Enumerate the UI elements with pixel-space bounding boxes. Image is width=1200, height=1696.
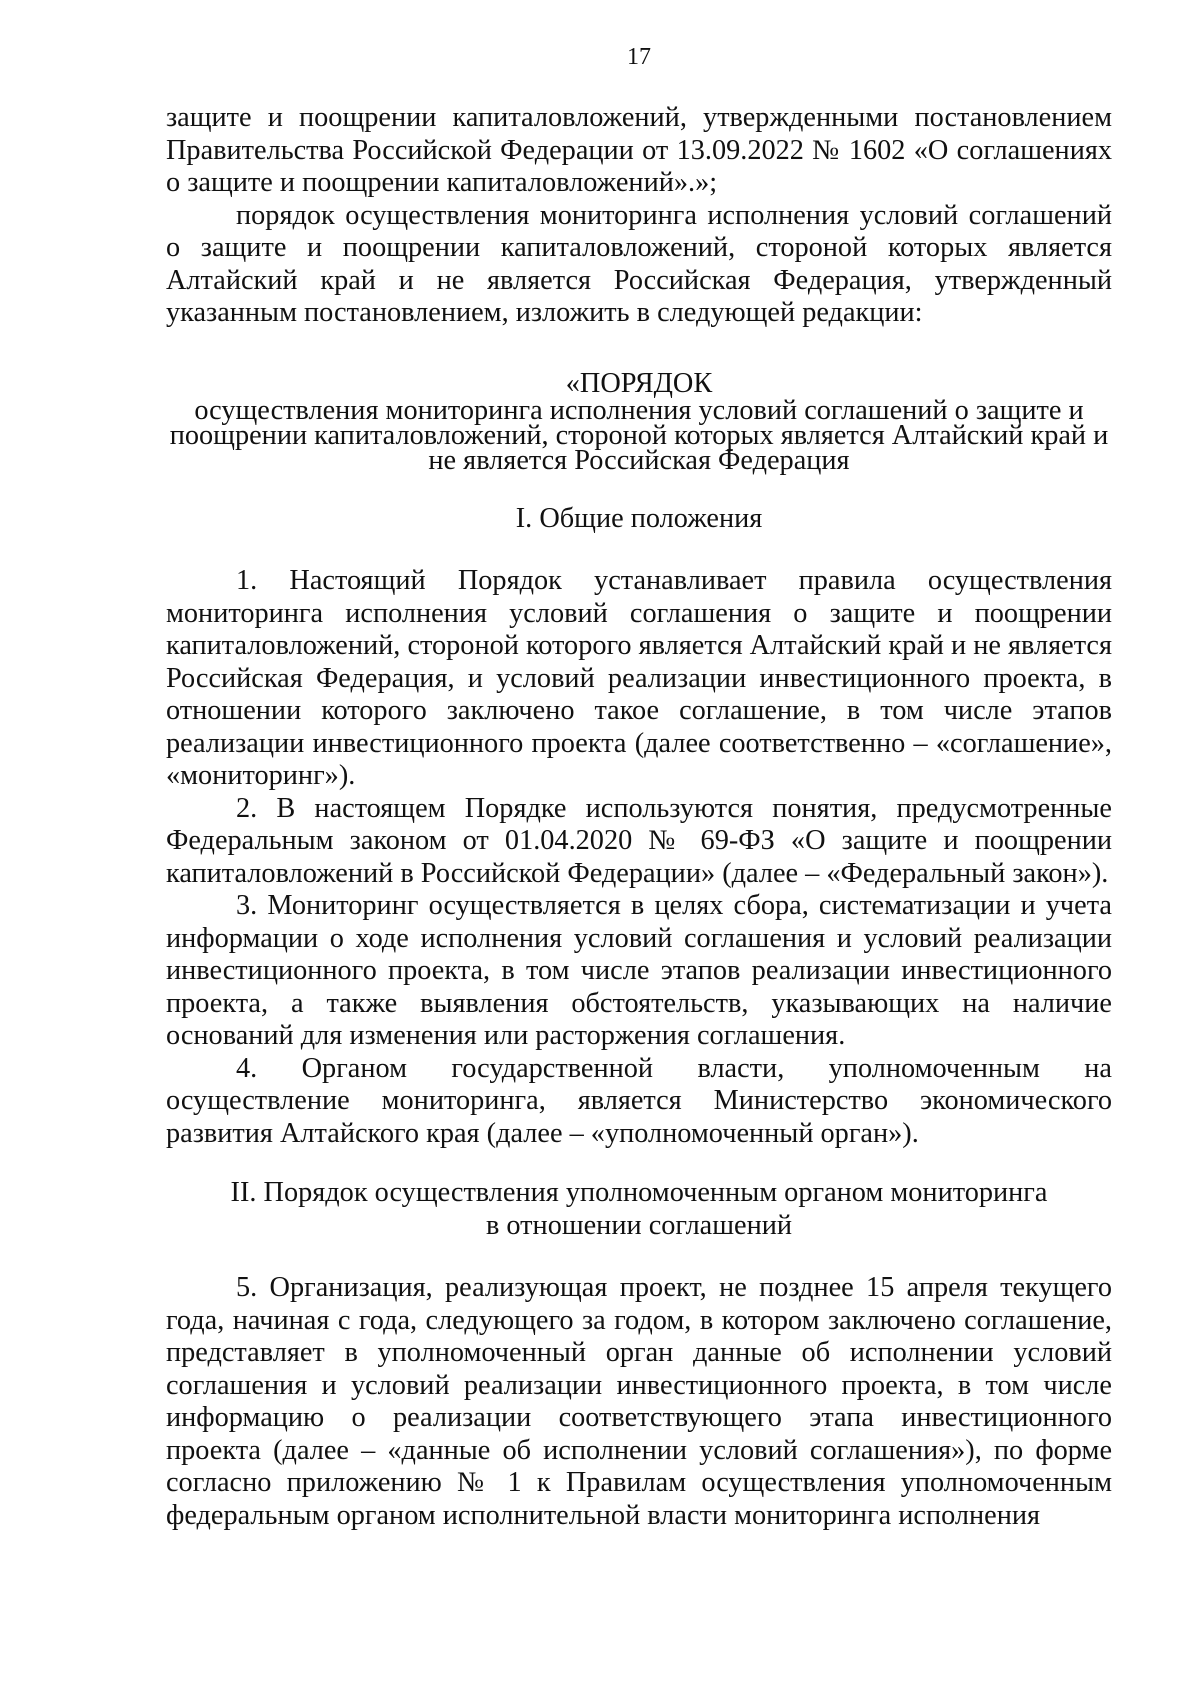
document-subtitle-line-3: не является Российская Федерация [428,444,850,476]
paragraph-2: 2. В настоящем Порядке используются понятия, предусмотренные Федеральным законом от 01.04.2020 № 69-ФЗ «О защите и поощрении капиталовложений в Российской Федерации» (далее – «Федеральный закон»). [166,792,1112,889]
paragraph-4: 4. Органом государственной власти, уполномоченным на осуществление мониторинга, является Министерство экономического развития Алтайского края (далее – «уполномоченный орган»). [166,1052,1112,1149]
paragraph-1: 1. Настоящий Порядок устанавливает правила осуществления мониторинга исполнения условий соглашения о защите и поощрении капиталовложений, стороной которого является Алтайский край и не является Российская Федерация, и условий реализации инвестиционного проекта, в отношении которого заключено такое соглашение, в том числе этапов реализации инвестиционного проекта (далее соответственно – «соглашение», «мониторинг»). [166,565,1112,791]
section-2-heading [166,1177,1112,1242]
paragraph-3: 3. Мониторинг осуществляется в целях сбора, систематизации и учета информации о ходе исполнения условий соглашения и условий реализации инвестиционного проекта, в том числе этапов реализации инвестиционного проекта, а также выявления обстоятельств, указывающих на наличие оснований для изменения или расторжения соглашения. [166,890,1112,1051]
section-1-heading: I. Общие положения [515,502,763,534]
section-2-heading-line-2: в отношении соглашений [485,1209,793,1241]
paragraph-5: 5. Организация, реализующая проект, не позднее 15 апреля текущего года, начиная с года, следующего за годом, в котором заключено соглашение, представляет в уполномоченный орган данные об исполнении условий соглашения и условий реализации инвестиционного проекта, в том числе информацию о реализации соответствующего этапа инвестиционного проекта (далее – «данные об исполнении условий соглашения»), по форме согласно приложению № 1 к Правилам осуществления уполномоченным федеральным органом исполнительной власти мониторинга исполнения [166,1272,1112,1531]
section-2-heading-line-1: II. Порядок осуществления уполномоченным органом мониторинга [230,1177,1048,1208]
intro-instruction: порядок осуществления мониторинга исполнения условий соглашений о защите и поощрении капиталовложений, стороной которых является Алтайский край и не является Российская Федерация, утвержденный указанным постановлением, изложить в следующей редакции: [166,199,1112,328]
document-subtitle-line-1: осуществления мониторинга исполнения условий соглашений о защите и [194,394,1084,426]
document-title: «ПОРЯДОК [565,367,713,399]
document-body [166,102,1112,1532]
page-number: 17 [627,44,651,70]
intro-continuation: защите и поощрении капиталовложений, утвержденными постановлением Правительства Российской Федерации от 13.09.2022 № 1602 «О соглашениях о защите и поощрении капиталовложений».»; [166,102,1112,198]
document-subtitle-line-2: поощрении капиталовложений, стороной которых является Алтайский край и [169,419,1109,451]
